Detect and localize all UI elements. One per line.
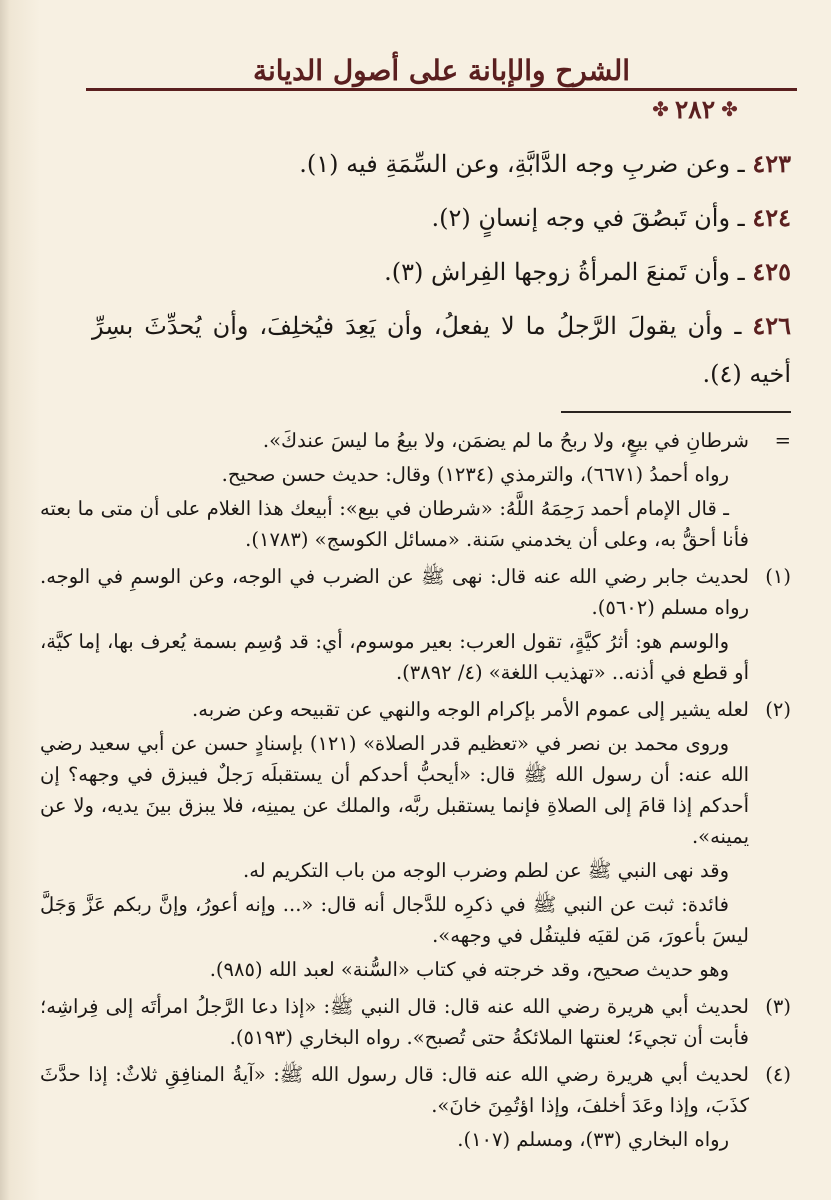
footnote-separator (561, 411, 791, 413)
main-text (92, 140, 791, 404)
footnote-paragraph: فائدة: ثبت عن النبي ﷺ في ذكرِه للدَّجال أنه قال: «... وإنه أعورُ، وإنَّ ربكم عَزَّ وَجَلَّ ليسَ بأعورَ، مَن لقيَه فليتفُل في وجهه». (40, 893, 749, 947)
item-number: ٤٢٥ (752, 257, 791, 286)
footnote-paragraph: وروى محمد بن نصر في «تعظيم قدر الصلاة» (١٢١) بإسنادٍ حسن عن أبي سعيد رضي الله عنه: أن رسول الله ﷺ قال: «أيحبُّ أحدكم أن يستقبلَه رَجلٌ فيبزق في وجهه؟ إن أحدكم إذا قامَ إلى الصلاةِ فإنما يستقبل ربَّه، والملك عن يمينِه، فلا يبزق بينَ يديه، ولا عن يمينه». (40, 732, 749, 848)
page-number: ٢٨٢ (674, 94, 716, 124)
item-text: ـ وأن تَبصُقَ في وجه إنسانٍ (٢). (431, 204, 745, 232)
footnote-paragraph: رواه البخاري (٣٣)، ومسلم (١٠٧). (457, 1128, 729, 1151)
item-number: ٤٢٣ (752, 149, 791, 178)
footnote (40, 991, 791, 1056)
running-title: الشرح والإبانة على أصول الديانة (252, 54, 631, 87)
footnote (40, 1059, 791, 1158)
continuation-mark: = (774, 429, 791, 452)
item-text: ـ وعن ضربِ وجه الدَّابَّةِ، وعن السِّمَةِ فيه (١). (299, 150, 745, 178)
footnote-paragraph: رواه أحمدُ (٦٦٧١)، والترمذي (١٢٣٤) وقال: حديث حسن صحيح. (221, 463, 729, 486)
footnote-paragraph: لحديث جابر رضي الله عنه قال: نهى ﷺ عن الضرب في الوجه، وعن الوسمِ في الوجه. رواه مسلم (٥٦٠٢). (40, 565, 749, 619)
footnote-paragraph: لعله يشير إلى عموم الأمر بإكرام الوجه والنهي عن تقبيحه وعن ضربه. (192, 698, 749, 721)
footnote (40, 561, 791, 691)
footnotes (40, 425, 791, 1161)
item-text: ـ وأن تَمنعَ المرأةُ زوجها الفِراش (٣). (384, 258, 745, 286)
footnote-paragraph: ـ قال الإمام أحمد رَحِمَهُ اللَّهُ: «شرطان في بيع»: أبيعك هذا الغلام على أن متى ما بعته فأنا أحقُّ به، وعلى أن يخدمني سَنة. «مسائل الكوسج» (١٧٨٣). (40, 497, 749, 551)
item-number: ٤٢٤ (752, 203, 791, 232)
footnote-mark: (١) (765, 565, 791, 588)
footnote (40, 694, 791, 988)
footnote-mark: (٤) (765, 1063, 791, 1086)
footnote-paragraph: والوسم هو: أثرُ كيَّةٍ، تقول العرب: بعير موسوم، أي: قد وُسِم بسمة يُعرف بها، إما كيَّة، أو قطع في أذنه.. «تهذيب اللغة» (٤/ ٣٨٩٢). (40, 630, 749, 684)
footnote-mark: (٣) (765, 995, 791, 1018)
header-rule (86, 88, 797, 91)
page-number-badge (640, 92, 750, 126)
footnote-mark: (٢) (765, 698, 791, 721)
footnote-paragraph: لحديث أبي هريرة رضي الله عنه قال: قال رسول الله ﷺ: «آيةُ المنافِقِ ثلاثٌ: إذا حدَّثَ كذَبَ، وإذا وعَدَ أخلفَ، وإذا اؤتُمِنَ خانَ». (40, 1063, 749, 1117)
numbered-item (92, 248, 791, 296)
numbered-item (92, 302, 791, 398)
numbered-item (92, 194, 791, 242)
ornament-icon: ✤ (721, 97, 738, 121)
footnote-paragraph: وقد نهى النبي ﷺ عن لطم وضرب الوجه من باب التكريم له. (243, 859, 729, 882)
item-text: ـ وأن يقولَ الرَّجلُ ما لا يفعلُ، وأن يَعِدَ فيُخلِفَ، وأن يُحدِّثَ بسِرِّ أخيه (٤). (92, 312, 791, 388)
ornament-icon: ✤ (652, 97, 669, 121)
footnote-paragraph: وهو حديث صحيح، وقد خرجته في كتاب «السُّنة» لعبد الله (٩٨٥). (209, 958, 729, 981)
footnote-continuation (40, 425, 791, 558)
footnote-paragraph: لحديث أبي هريرة رضي الله عنه قال: قال النبي ﷺ: «إذا دعا الرَّجلُ امرأتَه إلى فِراشِه؛ فأبت أن تجيءَ؛ لعنتها الملائكةُ حتى تُصبح». رواه البخاري (٥١٩٣). (40, 995, 749, 1049)
footnote-paragraph: شرطانِ في بيعٍ، ولا ربحُ ما لم يضمَن، ولا بيعُ ما ليسَ عندكَ». (262, 429, 749, 452)
numbered-item (92, 140, 791, 188)
item-number: ٤٢٦ (752, 311, 791, 340)
